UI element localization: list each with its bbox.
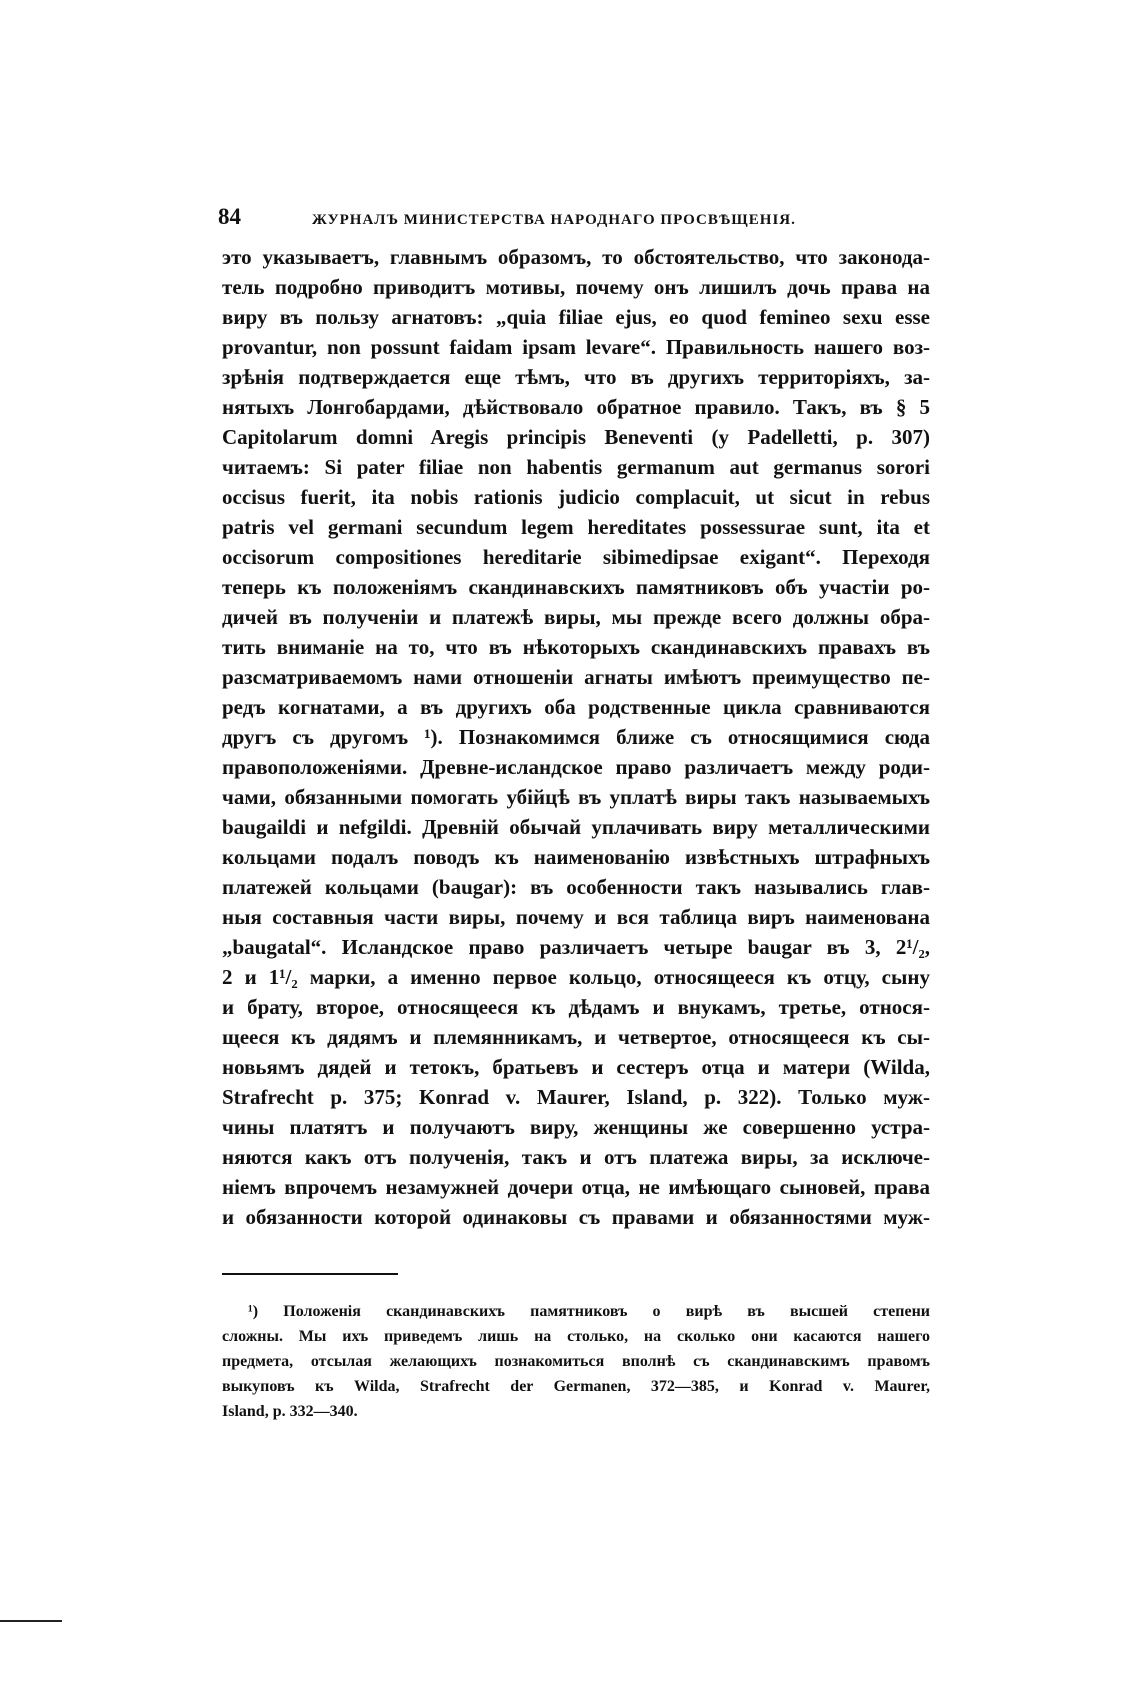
footnote-line: выкуповъ къ Wilda, Strafrecht der Germanen, 372—385, и Konrad v. Maurer, [222,1378,930,1395]
footnote [222,1299,930,1424]
text-line: дичей въ полученіи и платежѣ виры, мы прежде всего должны обра- [222,605,930,629]
text-line: и брату, второе, относящееся къ дѣдамъ и внукамъ, третье, относя- [222,995,930,1019]
text-line: baugaildi и nefgildi. Древній обычай уплачивать виру металлическими [222,815,930,839]
text-line: provantur, non possunt faidam ipsam levare“. Правильность нашего воз- [222,335,930,359]
running-title: ЖУРНАЛЪ МИНИСТЕРСТВА НАРОДНАГО ПРОСВѢЩЕНІЯ. [312,212,796,228]
text-line: тель подробно приводитъ мотивы, почему онъ лишилъ дочь права на [222,275,930,299]
text-line: зрѣнія подтверждается еще тѣмъ, что въ другихъ территоріяхъ, за- [222,365,930,389]
text-line: теперь къ положеніямъ скандинавскихъ памятниковъ объ участіи ро- [222,575,930,599]
text-line: чины платятъ и получаютъ виру, женщины же совершенно устра- [222,1115,930,1139]
page-number: 84 [218,204,241,229]
text-line: платежей кольцами (baugar): въ особенности такъ назывались глав- [222,875,930,899]
text-line: occisorum compositiones hereditarie sibimedipsae exigant“. Переходя [222,545,930,569]
text-line: другъ съ другомъ ¹). Познакомимся ближе съ относящимися сюда [222,725,930,749]
text-line: „baugatal“. Исландское право различаетъ четыре baugar въ 3, 2¹/₂, [222,935,930,959]
footnote-line: предмета, отсылая желающихъ познакомиться вполнѣ съ скандинавскимъ правомъ [222,1353,930,1370]
text-line: тить вниманіе на то, что въ нѣкоторыхъ скандинавскихъ правахъ въ [222,635,930,659]
text-line: ніемъ впрочемъ незамужней дочери отца, не имѣющаго сыновей, права [222,1175,930,1199]
text-line: правоположеніями. Древне-исландское право различаетъ между роди- [222,755,930,779]
page-header [218,204,930,234]
text-line: читаемъ: Si pater filiae non habentis germanum aut germanus sorori [222,455,930,479]
text-line: разсматриваемомъ нами отношеніи агнаты имѣютъ преимущество пе- [222,665,930,689]
text-line: чами, обязанными помогать убійцѣ въ уплатѣ виры такъ называемыхъ [222,785,930,809]
footnote-line: ¹) Положенія скандинавскихъ памятниковъ о вирѣ въ высшей степени [248,1303,930,1320]
text-line: новьямъ дядей и тетокъ, братьевъ и сестеръ отца и матери (Wilda, [222,1055,930,1079]
margin-mark [0,1620,62,1622]
text-line: редъ когнатами, а въ другихъ оба родственные цикла сравниваются [222,695,930,719]
main-text [222,242,930,1232]
text-line: 2 и 1¹/₂ марки, а именно первое кольцо, относящееся къ отцу, сыну [222,965,930,989]
text-line: patris vel germani secundum legem hereditates possessurae sunt, ita et [222,515,930,539]
text-line: кольцами подалъ поводъ къ наименованію извѣстныхъ штрафныхъ [222,845,930,869]
text-line: щееся къ дядямъ и племянникамъ, и четвертое, относящееся къ сы- [222,1025,930,1049]
text-line: нятыхъ Лонгобардами, дѣйствовало обратное правило. Такъ, въ § 5 [222,395,930,419]
text-line: виру въ пользу агнатовъ: „quia filiae ejus, eo quod femineo sexu esse [222,305,930,329]
footnote-divider [222,1273,398,1275]
footnote-line: сложны. Мы ихъ приведемъ лишь на столько, на сколько они касаются нашего [222,1328,930,1345]
text-line: и обязанности которой одинаковы съ правами и обязанностями муж- [222,1205,930,1229]
text-line: няются какъ отъ полученія, такъ и отъ платежа виры, за исключе- [222,1145,930,1169]
text-line: ныя составныя части виры, почему и вся таблица виръ наименована [222,905,930,929]
text-line: Capitolarum domni Aregis principis Beneventi (y Padelletti, p. 307) [222,425,930,449]
text-line: это указываетъ, главнымъ образомъ, то обстоятельство, что законода- [222,245,930,269]
text-line: Strafrecht p. 375; Konrad v. Maurer, Island, p. 322). Только муж- [222,1085,930,1109]
text-line: occisus fuerit, ita nobis rationis judicio complacuit, ut sicut in rebus [222,485,930,509]
footnote-line: Island, p. 332—340. [222,1403,358,1420]
